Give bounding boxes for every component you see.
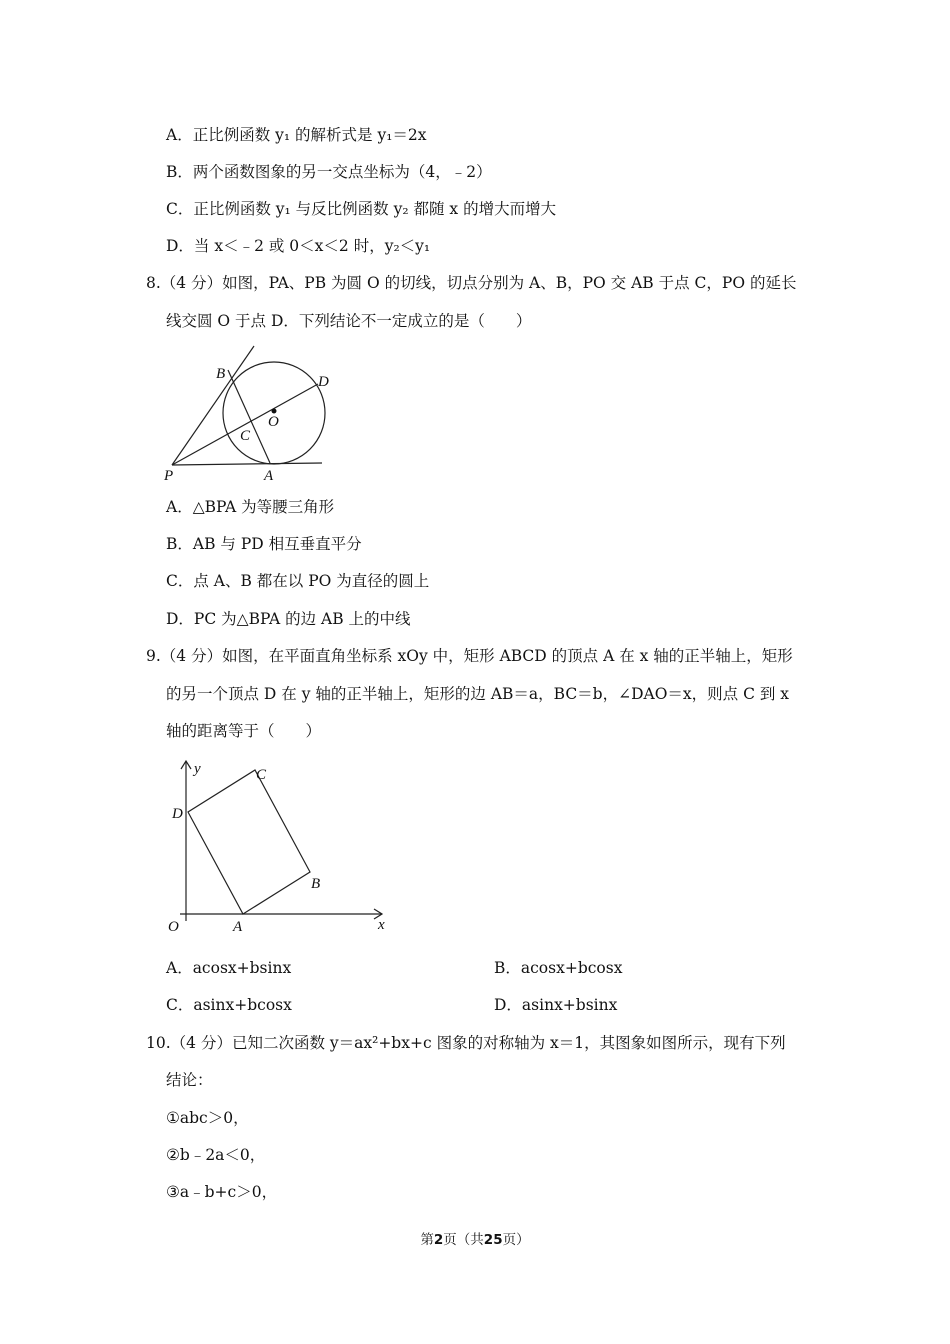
label-d: D xyxy=(318,374,329,390)
q10-stem-line2: 结论： xyxy=(166,1071,213,1089)
q10-item-3: ③a﹣b+c＞0， xyxy=(166,1183,278,1201)
page-footer xyxy=(0,1228,950,1248)
q10-stem-line1: 10.（4 分）已知二次函数 y＝ax²+bx+c 图象的对称轴为 x＝1，其图象如图所示，现有下列 xyxy=(146,1034,786,1052)
center-point xyxy=(272,409,277,414)
q8-option-c: C．点 A、B 都在以 PO 为直径的圆上 xyxy=(166,572,430,590)
segment-pd xyxy=(172,384,318,465)
label-o: O xyxy=(168,919,179,935)
q9-option-c: C．asinx+bcosx xyxy=(166,996,292,1014)
footer-prefix: 第 xyxy=(420,1232,434,1248)
label-c: C xyxy=(256,767,267,783)
q8-stem-line2: 线交圆 O 于点 D．下列结论不一定成立的是（ ） xyxy=(166,312,532,330)
label-d: D xyxy=(172,806,183,822)
q10-item-1: ①abc＞0， xyxy=(166,1109,249,1127)
q9-figure xyxy=(160,755,400,940)
label-a: A xyxy=(233,919,243,935)
q8-figure xyxy=(160,340,340,485)
rectangle-abcd xyxy=(188,770,310,914)
label-x: x xyxy=(378,917,385,933)
q8-stem-line1: 8.（4 分）如图，PA、PB 为圆 O 的切线，切点分别为 A、B，PO 交 AB 于点 C，PO 的延长 xyxy=(146,274,797,292)
tangent-line-pa xyxy=(172,463,322,465)
label-b: B xyxy=(216,366,226,382)
tangent-line-pb xyxy=(172,346,254,465)
q9-option-b: B．acosx+bcosx xyxy=(494,959,623,977)
q8-option-a: A．△BPA 为等腰三角形 xyxy=(166,498,335,516)
q7-option-a: A．正比例函数 y₁ 的解析式是 y₁＝2x xyxy=(166,126,427,144)
q9-stem-line1: 9.（4 分）如图，在平面直角坐标系 xOy 中，矩形 ABCD 的顶点 A 在 x 轴的正半轴上，矩形 xyxy=(146,647,793,665)
q8-option-b: B．AB 与 PD 相互垂直平分 xyxy=(166,535,362,553)
label-a: A xyxy=(264,468,274,484)
q9-option-d: D．asinx+bsinx xyxy=(494,996,618,1014)
q9-option-a: A．acosx+bsinx xyxy=(166,959,292,977)
q10-item-2: ②b﹣2a＜0， xyxy=(166,1146,266,1164)
footer-suffix: 页） xyxy=(502,1232,530,1248)
chord-ab xyxy=(228,370,270,463)
label-c: C xyxy=(240,428,251,444)
label-y: y xyxy=(194,761,201,777)
footer-total-pages: 25 xyxy=(483,1232,503,1248)
q7-option-d: D．当 x＜﹣2 或 0＜x＜2 时，y₂＜y₁ xyxy=(166,237,431,255)
q9-stem-line3: 轴的距离等于（ ） xyxy=(166,722,322,740)
q7-option-b: B．两个函数图象的另一交点坐标为（4，﹣2） xyxy=(166,163,492,181)
label-o: O xyxy=(268,414,279,430)
label-b: B xyxy=(311,876,321,892)
q8-option-d: D．PC 为△BPA 的边 AB 上的中线 xyxy=(166,610,411,628)
label-p: P xyxy=(164,468,174,484)
footer-mid: 页（共 xyxy=(443,1232,484,1248)
q7-option-c: C．正比例函数 y₁ 与反比例函数 y₂ 都随 x 的增大而增大 xyxy=(166,200,557,218)
q9-stem-line2: 的另一个顶点 D 在 y 轴的正半轴上，矩形的边 AB＝a，BC＝b，∠DAO＝x，则点 C 到 x xyxy=(166,685,790,703)
footer-page-number: 2 xyxy=(433,1232,444,1248)
